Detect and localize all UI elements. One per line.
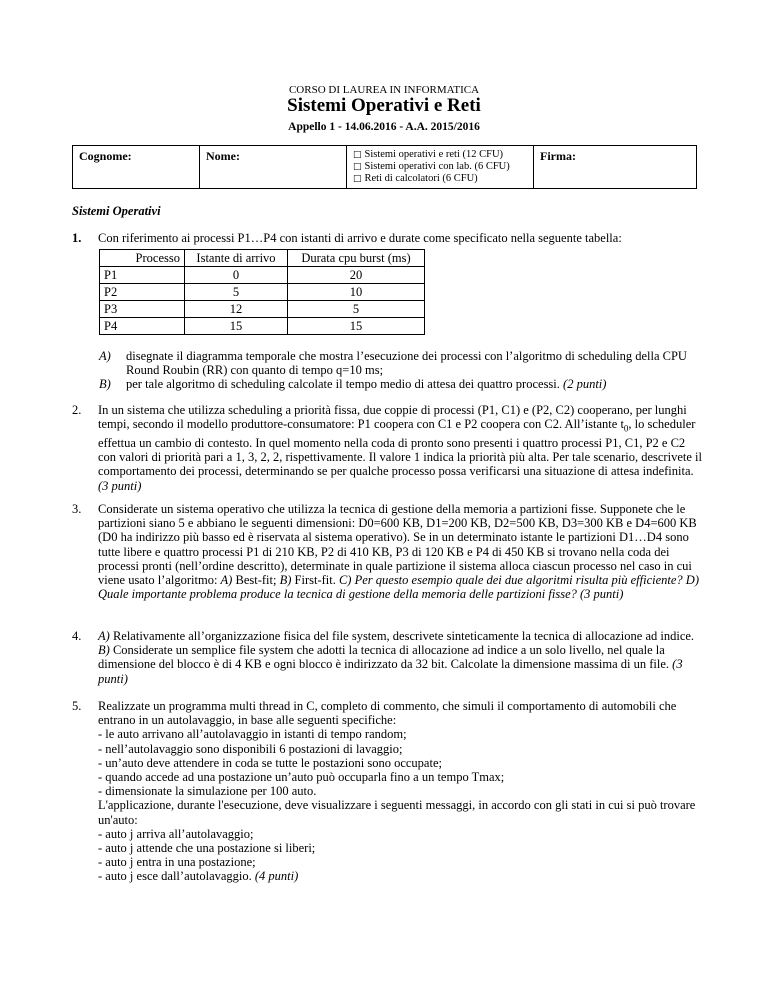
question-text-part: In un sistema che utilizza scheduling a priorità fissa, due coppie di processi (P1, C1) e (P2, C2) cooperano, per lunghi tempi, secondo il modello produttore-consumatore: P1 coopera con C1 e P2 coopera con C2. All’istante t	[98, 403, 687, 432]
table-row	[100, 284, 425, 301]
points: (3 punti)	[98, 478, 142, 493]
option-label: A)	[220, 573, 233, 588]
question-d: D) Quale importante problema produce la tecnica di gestione della memoria delle partizioni fisse?	[98, 573, 699, 602]
question-text-part: Considerate un sistema operativo che utilizza la tecnica di gestione della memoria a partizioni fisse. Supponete che le partizioni siano 5 e abbiano le seguenti dimensioni: D0=600 KB, D1=200 KB, D2=500 KB, D3=300 KB e D4=600 KB (D0 ha indirizzo più basso ed è riservata al sistema operativo). Se in un determinato istante le partizioni D1…D4 sono tutte libere e quattro processi P1 di 210 KB, P2 di 410 KB, P3 di 120 KB e P4 di 450 KB si trovano nella coda dei processi pronti (nell’ordine descritto), determinate in quale partizione il sistema alloca ciascun processo nel caso in cui viene usato l’algoritmo:	[98, 502, 697, 588]
checkbox-icon[interactable]: □	[353, 162, 362, 172]
option-label: B)	[98, 643, 110, 658]
table-cell: P3	[100, 301, 185, 318]
table-cell: 5	[288, 301, 425, 318]
question-text	[98, 629, 704, 686]
option-text: Considerate un semplice file system che adotti la tecnica di allocazione ad indice a un solo livello, nel quale la dimensione del blocco è di 4 KB e ogni blocco è indirizzato da 32 bit. Calcolate la dimensione massima di un file.	[98, 643, 670, 672]
message-item: - auto j entra in una postazione;	[98, 855, 256, 870]
table-header: Durata cpu burst (ms)	[288, 250, 425, 267]
course-selection	[347, 146, 534, 189]
subquestion-label: A)	[99, 349, 111, 363]
subquestion-body: per tale algoritmo di scheduling calcolate il tempo medio di attesa dei quattro processi.	[126, 377, 560, 391]
table-cell: 20	[288, 267, 425, 284]
spec-item: - quando accede ad una postazione un’auto può occuparla fino a un tempo Tmax;	[98, 770, 505, 785]
message-text: - auto j esce dall’autolavaggio.	[98, 869, 252, 884]
question-1	[72, 231, 704, 245]
option-label: B)	[279, 573, 292, 588]
spec-item: - nell’autolavaggio sono disponibili 6 postazioni di lavaggio;	[98, 741, 403, 756]
question-3	[72, 502, 704, 601]
subquestion-text	[126, 377, 705, 391]
course-option-label: Reti di calcolatori (6 CFU)	[364, 173, 478, 184]
surname-field[interactable]	[73, 146, 200, 189]
exam-title: Sistemi Operativi e Reti	[287, 95, 481, 116]
subquestion-text: disegnate il diagramma temporale che mostra l’esecuzione dei processi con l’algoritmo di scheduling della CPU Round Roubin (RR) con quanto di tempo q=10 ms;	[126, 349, 687, 378]
message-item	[98, 869, 704, 883]
surname-label: Cognome:	[79, 149, 132, 163]
question-4	[72, 629, 704, 686]
subquestion-b	[99, 377, 705, 391]
question-text	[98, 403, 704, 493]
points: (3 punti)	[580, 587, 624, 602]
question-text-part: , lo scheduler effettua un cambio di contesto. In quel momento nella coda di pronto sono presenti i quattro processi P1, C1, P2 e C2 con valori di priorità pari a 1, 3, 2, 2, rispettivamente. Il valore 1 indica la priorità più alta. Per tale scenario, descrivete il comportamento dei processi, determinando se per qualche processo possa verificarsi una situazione di attesa indefinita.	[98, 417, 702, 479]
question-intro: Realizzate un programma multi thread in C, completo di commento, che simuli il comportamento di automobili che entrano in un autolavaggio, in base alle seguenti specifiche:	[98, 699, 677, 728]
table-row	[100, 301, 425, 318]
question-number: 3.	[72, 502, 82, 516]
signature-label: Firma:	[540, 149, 576, 163]
option-text: Relativamente all’organizzazione fisica del file system, descrivete sinteticamente la tecnica di allocazione ad indice.	[112, 629, 695, 643]
subscript: 0	[623, 423, 629, 434]
exam-session: Appello 1 - 14.06.2016 - A.A. 2015/2016	[288, 121, 480, 133]
question-number: 4.	[72, 629, 82, 643]
table-cell: 15	[288, 318, 425, 335]
option-label: A)	[98, 629, 110, 643]
course-option-label: Sistemi operativi con lab. (6 CFU)	[364, 161, 510, 172]
messages-intro: L'applicazione, durante l'esecuzione, deve visualizzare i seguenti messaggi, in accordo con gli stati in cui si può trovare un'auto:	[98, 798, 696, 827]
checkbox-icon[interactable]: □	[353, 150, 362, 160]
table-cell: P2	[100, 284, 185, 301]
spec-item: - le auto arrivano all’autolavaggio in istanti di tempo random;	[98, 727, 407, 742]
points: (3 punti)	[98, 657, 683, 686]
table-cell: P4	[100, 318, 185, 335]
table-row	[100, 318, 425, 335]
spec-item: - un’auto deve attendere in coda se tutte le postazioni sono occupate;	[98, 755, 442, 770]
course-option[interactable]	[353, 149, 527, 161]
table-row	[100, 267, 425, 284]
course-option-label: Sistemi operativi e reti (12 CFU)	[364, 149, 504, 160]
subquestion-a	[99, 349, 705, 377]
table-cell: 5	[185, 284, 288, 301]
table-cell: P1	[100, 267, 185, 284]
question-2	[72, 403, 704, 493]
course-name: CORSO DI LAUREA IN INFORMATICA	[288, 84, 480, 96]
message-item: - auto j arriva all’autolavaggio;	[98, 826, 254, 841]
subquestion-label: B)	[99, 377, 111, 391]
spec-item: - dimensionate la simulazione per 100 auto.	[98, 784, 317, 799]
section-heading: Sistemi Operativi	[72, 204, 161, 218]
name-label: Nome:	[206, 149, 240, 163]
question-c: C) Per questo esempio quale dei due algoritmi risulta più efficiente?	[338, 573, 683, 588]
name-field[interactable]	[200, 146, 347, 189]
checkbox-icon[interactable]: □	[353, 174, 362, 184]
table-cell: 12	[185, 301, 288, 318]
course-option[interactable]	[353, 173, 527, 185]
table-cell: 15	[185, 318, 288, 335]
student-id-table	[72, 145, 697, 189]
question-text	[98, 699, 704, 884]
table-header-row	[100, 250, 425, 267]
question-text: Con riferimento ai processi P1…P4 con istanti di arrivo e durate come specificato nella seguente tabella:	[98, 231, 622, 245]
signature-field[interactable]	[534, 146, 697, 189]
option-text: Best-fit;	[235, 573, 277, 588]
message-item: - auto j attende che una postazione si liberi;	[98, 841, 316, 856]
points: (4 punti)	[254, 869, 299, 884]
table-cell: 10	[288, 284, 425, 301]
option-text: First-fit.	[294, 573, 336, 588]
question-number: 1.	[72, 231, 82, 245]
table-header: Processo	[100, 250, 185, 267]
points: (2 punti)	[563, 377, 607, 391]
question-5	[72, 699, 704, 884]
question-text	[98, 502, 704, 601]
course-option[interactable]	[353, 161, 527, 173]
table-header: Istante di arrivo	[185, 250, 288, 267]
table-cell: 0	[185, 267, 288, 284]
question-number: 2.	[72, 403, 82, 417]
question-number: 5.	[72, 699, 82, 713]
process-table	[99, 249, 425, 335]
